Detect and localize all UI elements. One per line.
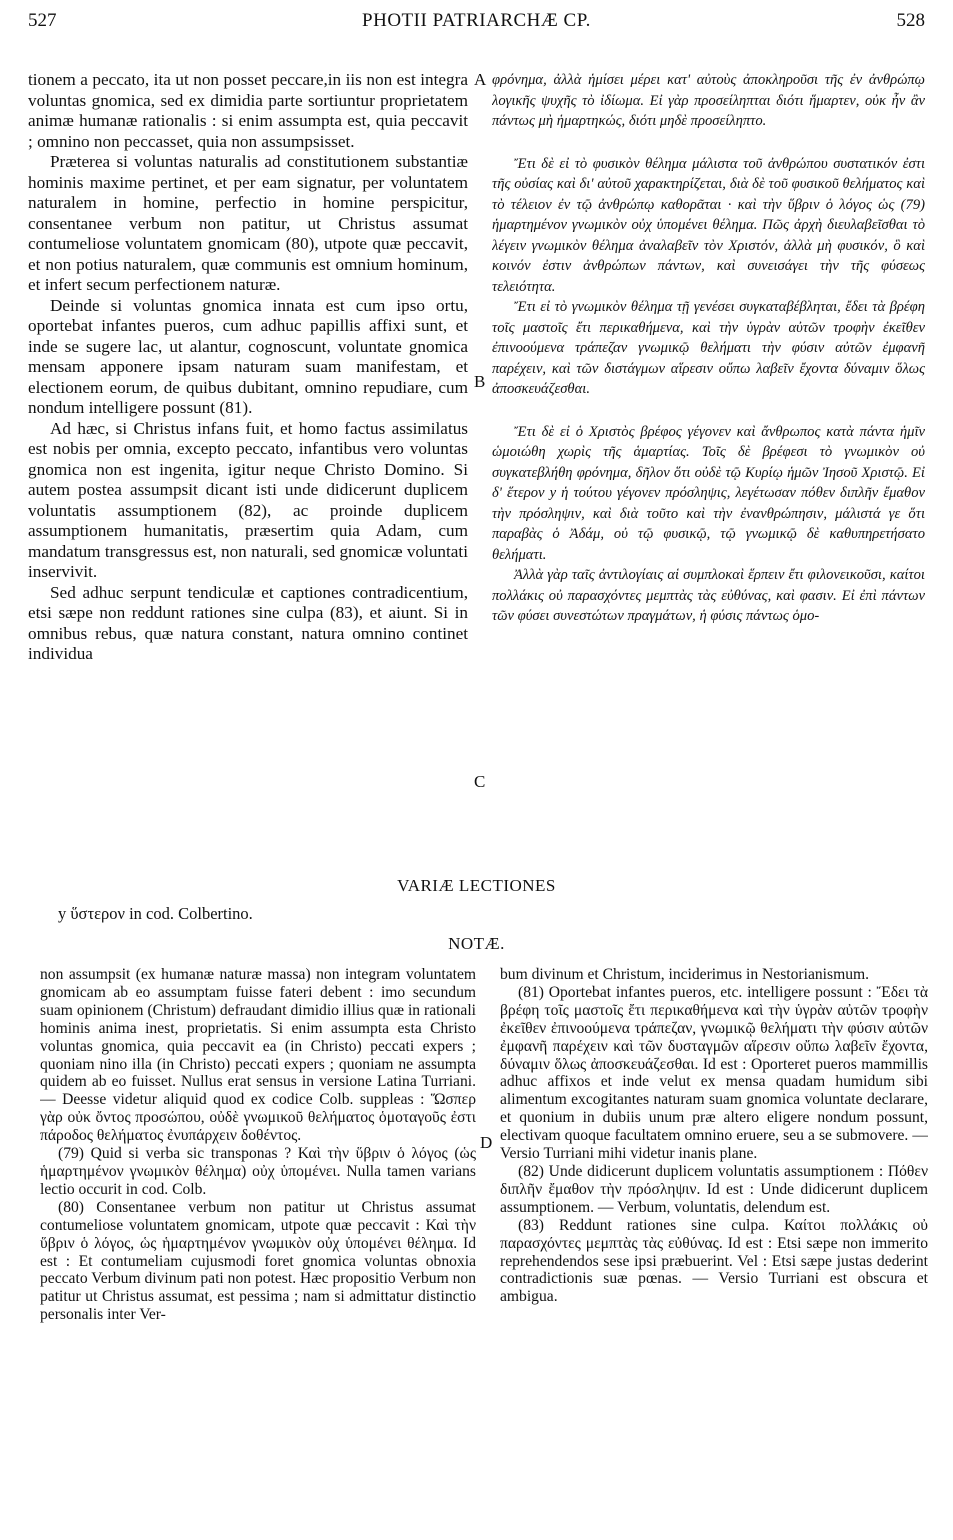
variant-reading: y ὕστερον in cod. Colbertino. — [58, 904, 253, 923]
note-paragraph: (83) Reddunt rationes sine culpa. Καίτοι πολλάκις οὐ παρασχόντες μεμπτὰς τὰς εὐθύνας. Id est : Etsi sæpe non immerito reprehendendos sese ipsi præbuerint. Vel : Etsi sæpe justas dederint contradictionis suæ pœnas. — Versio Turriani est obscura et ambigua. — [500, 1216, 928, 1306]
margin-marker-a: A — [474, 70, 487, 89]
margin-marker-b: B — [474, 372, 486, 391]
greek-paragraph: φρόνημα, ἀλλὰ ἡμίσει μέρει κατ' αὐτοὺς ἀποκληροῦσι τῆς ἐν ἀνθρώπῳ λογικῆς ψυχῆς τὸ ἰδίωμα. Εἰ γὰρ προσείληπται διότι ἥμαρτεν, οὐκ ἦν ἂν πάντως μὴ ἡμαρτηκώς, διότι μηδὲ προσείληπτο. — [492, 72, 925, 129]
greek-paragraph: Ἔτι δὲ εἰ τὸ φυσικὸν θέλημα μάλιστα τοῦ ἀνθρώπου συστατικόν ἐστι τῆς οὐσίας καὶ δι' αὐτοῦ χαρακτηρίζεται, διὰ δὲ τοῦ φυσικοῦ θελήματος καὶ τὸ τέλειον ἐν τῷ ἀνθρώπῳ καθορᾶται · καὶ τὴν ὕβριν ὁ λόγος ὡς (79) ἡμαρτημένον γνωμικὸν οὐχ ὑπομένει θέλημα. Πῶς ἀρχὴ διευλαβεῖσθαι τὸ λέγειν γνωμικὸν θέλημα ἀναλαβεῖν τὸν Χριστόν, ἀλλὰ μὴ φυσικόν, ὃ καὶ κοινόν ἐστιν ἀνθρώπων πάντων, καὶ συνεισάγει τὴν τῆς φύσεως τελειότητα. — [492, 155, 925, 295]
greek-paragraph: Ἀλλὰ γὰρ ταῖς ἀντιλογίαις αἱ συμπλοκαὶ ἕρπειν ἔτι φιλονεικοῦσι, καίτοι πολλάκις οὐ παρασχόντες μεμπτὰς τὰς εὐθύνας, καὶ φασιν. Εἰ ἐπὶ πάντων τῶν φύσει συνεστώτων πραγμάτων, ἡ φύσις πάντως ὁμο- — [492, 567, 925, 624]
variae-lectiones-heading: VARIÆ LECTIONES — [397, 876, 556, 895]
latin-paragraph: Præterea si voluntas naturalis ad constitutionem substantiæ hominis maxime pertinet, et per eam signatur, per voluntatem naturalem in homine, perfectio in homine perspicitur, consentanee verbum non patitur, ut Christus assumat contumeliose voluntatem gnomicam (80), utpote quæ peccavit, et non potius naturalem, quæ communis est omnium hominum, et infert secum perfectionem naturæ. — [28, 152, 468, 294]
note-paragraph: (80) Consentanee verbum non patitur ut Christus assumat contumeliose voluntatem gnomicam, utpote quæ peccavit : Καὶ τὴν ὕβριν ὁ λόγος, ὡς ἡμαρτημένον γνωμικὸν οὐχ ὑπομένει θέλημα. Id est : Et contumeliam cujusmodi foret gnomica voluntas obnoxia peccato Verbum divinum pati non potest. Hæc propositio Verbum non patitur ut Christus assumat, est pessima ; nam si admittatur distinctio personalis inter Ver- — [40, 1198, 476, 1324]
greek-column — [492, 70, 925, 860]
note-paragraph: (81) Oportebat infantes pueros, etc. intelligere possunt : Ἔδει τὰ βρέφη τοῖς μαστοῖς ἔτι περικαθήμενα καὶ τὴν ὑγρὰν αὐτῶν τροφὴν ἐκεῖθεν ἐπινοούμενα τράπεζαν, γνωμικῷ θελήματι τὴν φύσιν αὐτῶν ἐμφανῆ παρέχειν καὶ τῶν δυσταγμῶν αἵρεσιν οὔπω λαβεῖν ἔχοντα, δύναμιν ὅλως ἀποσκευάζεσθαι. Id est : Oporteret pueros mammillis adhuc affixos et inde velut ex mensa quadam humidum sibi alimentum excogitantes naturam suam gnomica voluntate declarare, et quonium in dubiis unum præ altero eligere nondum possunt, electivam quoque facultatem omnino eruere, seu a se submovere. — Versio Turriani mihi videtur inanis plane. — [500, 983, 928, 1163]
note-paragraph: non assumpsit (ex humanæ naturæ massa) non integram voluntatem gnomicam ab eo assumptam fuisse fateri debent : imo secundum suam opinionem (Christum) defraudant dimidio illius quæ in rationali hominis anima inest, proprietatis. Si enim assumpta esta Christo voluntas gnomica, quia peccavit ea (in Christo) peccati expers ; quoniam nino illa (in Christo) peccati expers ; quoniam ne assumpta quidem ab eo fuisset. Nullus erat sensus in versione Latina Turriani. — Deesse videtur aliquid quod ex codice Colb. suppleas : Ὥσπερ γὰρ οὐκ ὄντος προσώπου, οὐδὲ γνωμικοῦ θελήματος ὁμοταγοῦς ἐστι πάροδος θελήματος ἐνυπάρχειν δοθέντος. — [40, 966, 476, 1145]
notae-heading: NOTÆ. — [448, 934, 505, 953]
note-paragraph: (82) Unde didicerunt duplicem voluntatis assumptionem : Πόθεν διπλῆν ἔμαθον τὴν πρόσληψιν. Id est : Unde didicerunt duplicem assumptionem. — Verbum, voluntatis, delendum est. — [500, 1162, 928, 1216]
latin-paragraph: Deinde si voluntas gnomica innata est cum ipso ortu, oportebat infantes pueros, cum adhuc papillis affixi sunt, et inde se sugere lac, ut alantur, cognoscunt, voluntate gnomica mensam apponere ipsam naturam suam manifestam, et electionem eorum, de quibus dubitant, omnino repudiare, cum nondum intelligere possunt (81). — [28, 295, 468, 417]
latin-column — [28, 70, 468, 860]
running-header — [28, 10, 925, 36]
latin-paragraph: Sed adhuc serpunt tendiculæ et captiones contradicentium, etsi sæpe non reddunt rationes sine culpa (83), et aiunt. Si in omnibus rebus, quæ natura constant, natura omnino continet individua — [28, 582, 468, 663]
running-title: PHOTII PATRIARCHÆ CP. — [362, 10, 591, 31]
margin-marker-c: C — [474, 772, 486, 791]
note-paragraph: (79) Quid si verba sic transponas ? Καὶ τὴν ὕβριν ὁ λόγος (ὡς ἡμαρτημένον γνωμικὸν θέλημα) οὐχ ὑπομένει. Nulla tamen varians lectio occurit in cod. Colb. — [40, 1145, 476, 1198]
right-page-number: 528 — [896, 10, 925, 31]
greek-paragraph: Ἔτι δὲ εἰ ὁ Χριστὸς βρέφος γέγονεν καὶ ἄνθρωπος κατὰ πάντα ἡμῖν ὡμοιώθη χωρὶς τῆς ἁμαρτίας. Τοῖς δὲ βρέφεσι τὸ γνωμικὸν οὐ συγκατεβλήθη φρόνημα, δῆλον ὅτι οὐδὲ τῷ Κυρίῳ ἡμῶν Ἰησοῦ Χριστῷ. Εἰ δ' ἕτερον y ἡ τούτου γέγονεν πρόσληψις, λεγέτωσαν πόθεν διπλῆν ἔμαθον τὴν πρόσληψιν, καὶ διὰ τοῦτο καὶ τὴν ἐνανθρώπησιν, μάλιστά γε ὅτι παραβὰς ὁ Ἀδάμ, οὐ τῷ φυσικῷ, τῷ γνωμικῷ δὲ καθυπηρετήσατο θελήματι. — [492, 423, 925, 563]
latin-paragraph: tionem a peccato, ita ut non posset peccare,in iis non est integra voluntas gnomica, sed ex dimidia parte sortiuntur proprietatem animæ humanæ rationalis : si enim assumpta est, quia peccavit ; omnino non peccasset, quia non assumpsisset. — [28, 70, 468, 151]
latin-paragraph: Ad hæc, si Christus infans fuit, et homo factus assimilatus est nobis per omnia, excepto peccato, infantibus vero voluntas gnomica non est ingenita, igitur neque Christo Domino. Si autem postea assumpsit dicant isti unde didicerunt duplicem voluntatis assumptionem (82), ac proinde duplicem assumptionem humanitatis, præsertim quia Adam, cum mandatum transgressus est, non naturali, sed gnomicæ voluntati inservivit. — [28, 418, 468, 581]
note-paragraph: bum divinum et Christum, inciderimus in Nestorianismum. — [500, 966, 870, 983]
notes-right-column — [500, 966, 928, 1526]
greek-paragraph: Ἔτι εἰ τὸ γνωμικὸν θέλημα τῇ γενέσει συγκαταβέβληται, ἔδει τὰ βρέφη τοῖς μαστοῖς ἔτι περικαθήμενα, καὶ τὴν ὑγρὰν αὐτῶν τροφὴν ἐκεῖθεν ἐπινοούμενα τράπεζαν γνωμικῷ θελήματι τὴν φύσιν αὐτῶν ἐμφανῆ παρέχειν, καὶ τῶν διστάγμων αἵρεσιν οὔπω λαβεῖν ἔχοντα δύναμιν ὅλως ἀποσκευάζεσθαι. — [492, 299, 925, 397]
left-page-number: 527 — [28, 10, 57, 31]
margin-marker-d: D — [480, 1133, 493, 1152]
notes-left-column — [40, 966, 476, 1526]
